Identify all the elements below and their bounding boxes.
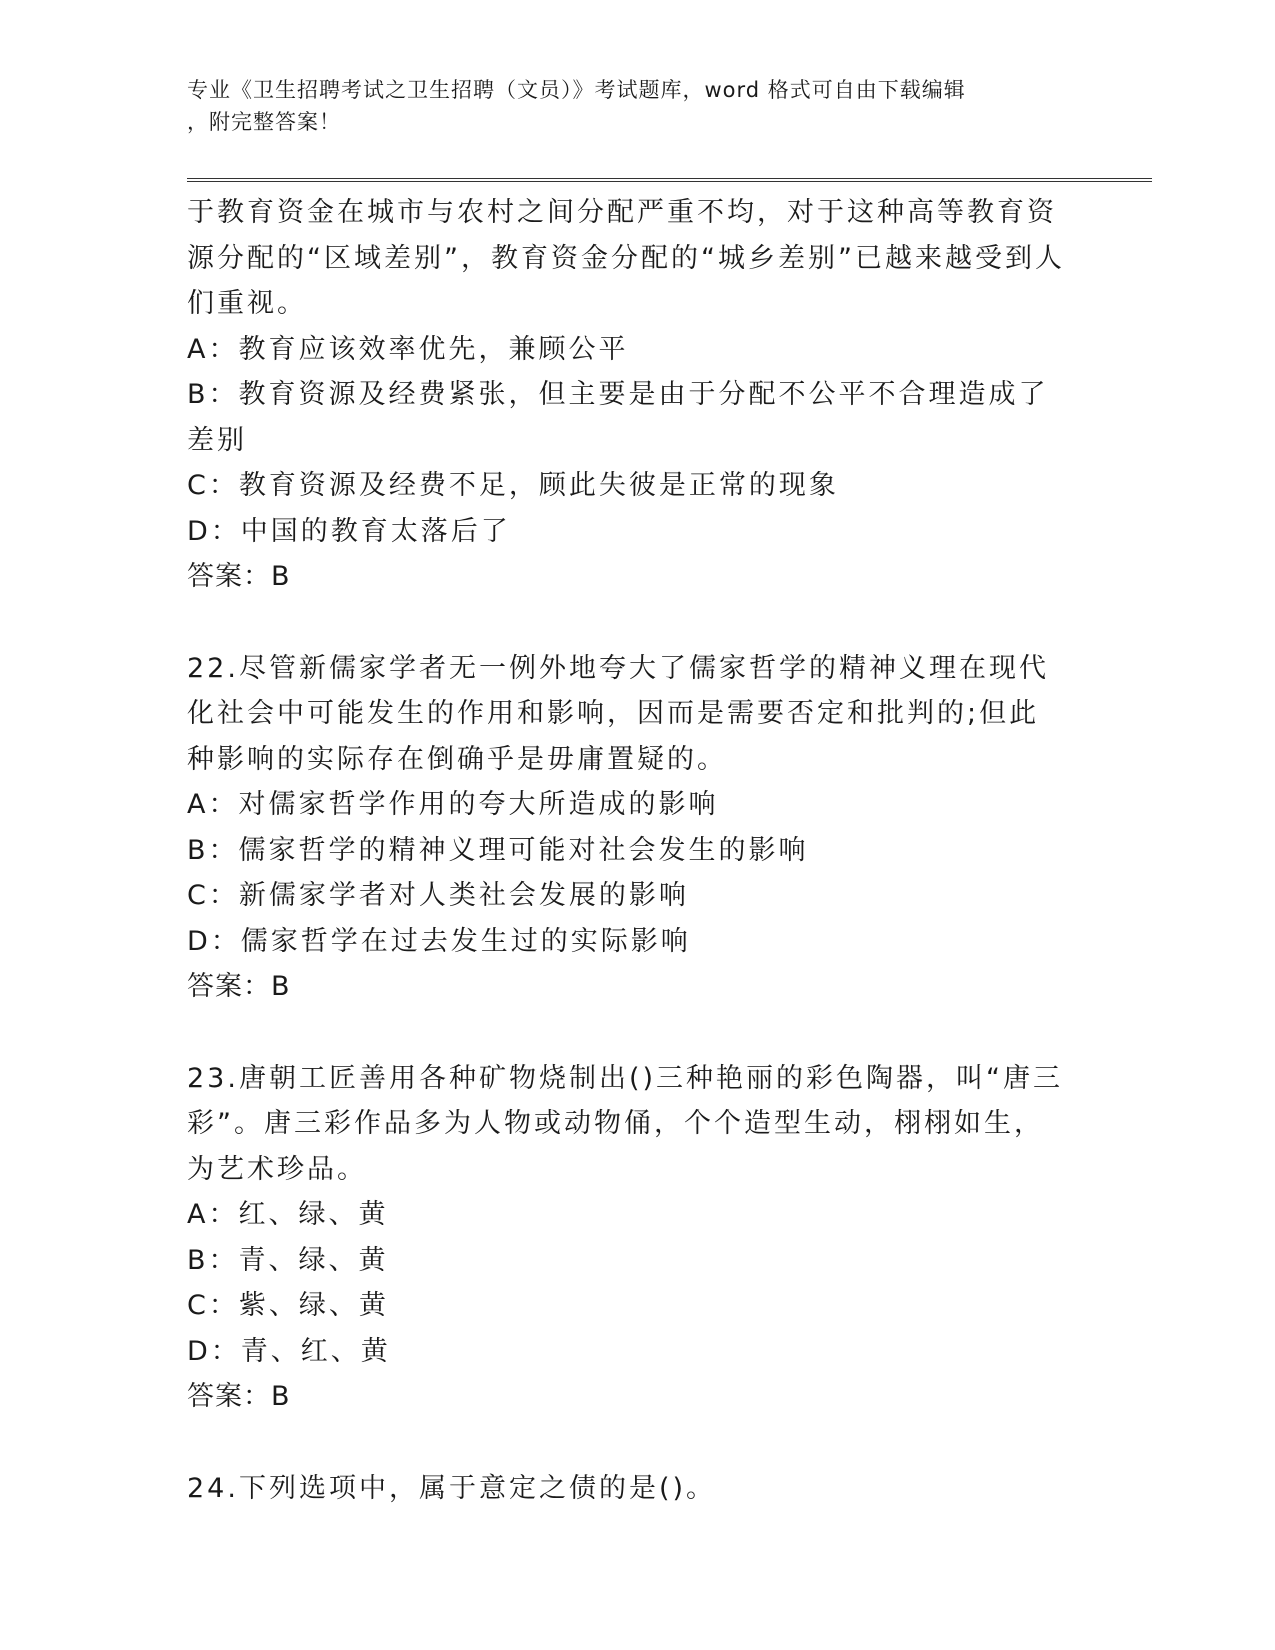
answer: 答案：B [187,1381,291,1412]
question-text: 22.尽管新儒家学者无一例外地夸大了儒家哲学的精神义理在现代化社会中可能发生的作用和影响，因而是需要否定和批判的;但此种影响的实际存在倒确乎是毋庸置疑的。 [187,652,1049,775]
question-22 [187,646,1067,1010]
option-c: C：新儒家学者对人类社会发展的影响 [187,880,689,911]
option-d: D：儒家哲学在过去发生过的实际影响 [187,925,691,957]
option-b: B：儒家哲学的精神义理可能对社会发生的影响 [187,834,809,866]
answer: 答案：B [187,971,291,1002]
option-c: C：教育资源及经费不足，顾此失彼是正常的现象 [187,470,839,501]
option-d: D：青、红、黄 [187,1335,391,1367]
question-text: 于教育资金在城市与农村之间分配严重不均，对于这种高等教育资源分配的“区域差别”，教育资金分配的“城乡差别”已越来越受到人们重视。 [187,197,1065,319]
option-c: C：紫、绿、黄 [187,1290,389,1321]
option-b: B：青、绿、黄 [187,1244,389,1276]
question-continued [187,190,1067,600]
question-text: 24.下列选项中，属于意定之债的是()。 [187,1472,717,1504]
page-header [187,74,1067,138]
option-a: A：红、绿、黄 [187,1199,389,1230]
option-a: A：教育应该效率优先，兼顾公平 [187,333,629,365]
option-a: A：对儒家哲学作用的夸大所造成的影响 [187,789,719,820]
header-line-2: ，附完整答案！ [187,110,341,134]
question-23 [187,1056,1067,1420]
question-24 [187,1466,1067,1512]
answer: 答案：B [187,561,291,592]
header-divider [187,178,1152,182]
question-text: 23.唐朝工匠善用各种矿物烧制出()三种艳丽的彩色陶器，叫“唐三彩”。唐三彩作品多为人物或动物俑，个个造型生动，栩栩如生，为艺术珍品。 [187,1062,1063,1185]
header-line-1: 专业《卫生招聘考试之卫生招聘（文员）》考试题库，word 格式可自由下载编辑 [187,78,966,102]
option-b: B：教育资源及经费紧张，但主要是由于分配不公平不合理造成了差别 [187,379,1049,456]
question-list [187,190,1067,1511]
option-d: D：中国的教育太落后了 [187,515,511,547]
